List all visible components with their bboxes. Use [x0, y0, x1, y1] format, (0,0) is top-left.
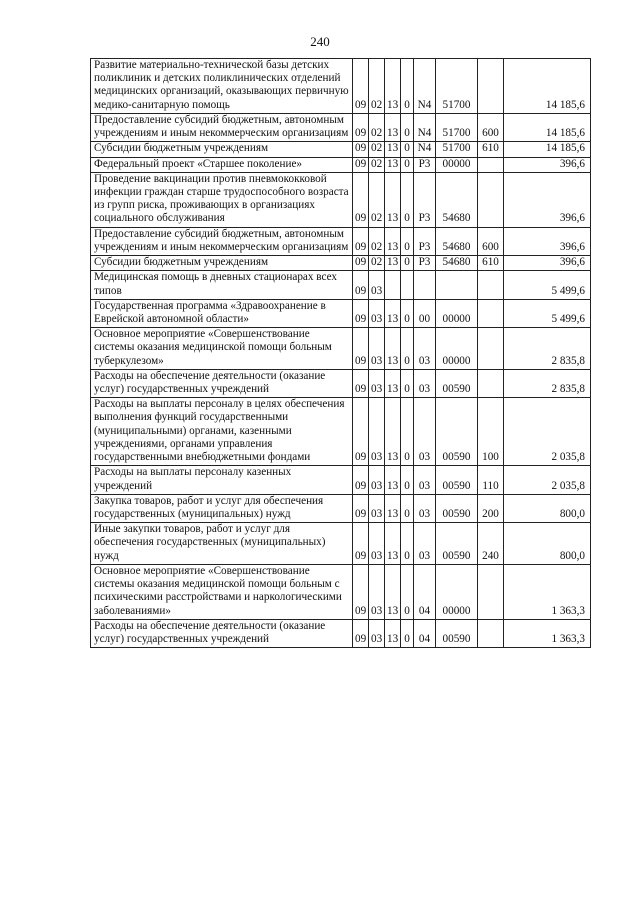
subprogram-code: 0	[401, 398, 414, 466]
table-row	[91, 227, 591, 255]
subprogram-code	[401, 271, 414, 299]
amount: 800,0	[504, 494, 591, 522]
subprogram-code: 0	[401, 172, 414, 227]
event-code: P3	[414, 256, 436, 271]
amount: 5 499,6	[504, 299, 591, 327]
row-name: Основное мероприятие «Совершенствование системы оказания медицинской помощи больным туберкулезом»	[91, 328, 353, 370]
program-code: 13	[385, 564, 401, 619]
program-code: 13	[385, 299, 401, 327]
row-name: Субсидии бюджетным учреждениям	[91, 256, 353, 271]
subprogram-code: 0	[401, 523, 414, 565]
row-name: Проведение вакцинации против пневмококковой инфекции граждан старше трудоспособного возраста из групп риска, проживающих в организациях социального обслуживания	[91, 172, 353, 227]
direction-code: 00000	[436, 299, 478, 327]
table-row	[91, 299, 591, 327]
table-row	[91, 564, 591, 619]
program-code: 13	[385, 227, 401, 255]
event-code: P3	[414, 227, 436, 255]
expense-type-code	[478, 299, 504, 327]
section-code: 09	[353, 328, 369, 370]
event-code: P3	[414, 172, 436, 227]
section-code: 09	[353, 494, 369, 522]
expense-type-code: 610	[478, 256, 504, 271]
row-name: Федеральный проект «Старшее поколение»	[91, 157, 353, 172]
expense-type-code: 600	[478, 227, 504, 255]
event-code: N4	[414, 142, 436, 157]
subsection-code: 02	[369, 59, 385, 114]
section-code: 09	[353, 369, 369, 397]
event-code: 03	[414, 398, 436, 466]
section-code: 09	[353, 113, 369, 141]
program-code: 13	[385, 328, 401, 370]
row-name: Расходы на выплаты персоналу в целях обеспечения выполнения функций государственными (муниципальными) органами, казенными учреждениями, органами управления государственными внебюджетными фондами	[91, 398, 353, 466]
subsection-code: 03	[369, 271, 385, 299]
expense-type-code: 600	[478, 113, 504, 141]
amount: 396,6	[504, 172, 591, 227]
expense-type-code: 240	[478, 523, 504, 565]
subsection-code: 03	[369, 523, 385, 565]
subprogram-code: 0	[401, 142, 414, 157]
section-code: 09	[353, 227, 369, 255]
event-code: 00	[414, 299, 436, 327]
table-row	[91, 172, 591, 227]
row-name: Предоставление субсидий бюджетным, автономным учреждениям и иным некоммерческим организациям	[91, 113, 353, 141]
section-code: 09	[353, 142, 369, 157]
expense-type-code: 110	[478, 466, 504, 494]
amount: 5 499,6	[504, 271, 591, 299]
subsection-code: 03	[369, 619, 385, 647]
amount: 1 363,3	[504, 564, 591, 619]
direction-code: 00000	[436, 328, 478, 370]
subprogram-code: 0	[401, 564, 414, 619]
amount: 1 363,3	[504, 619, 591, 647]
budget-table-body	[91, 59, 591, 648]
row-name: Расходы на обеспечение деятельности (оказание услуг) государственных учреждений	[91, 369, 353, 397]
amount: 2 835,8	[504, 328, 591, 370]
table-row	[91, 369, 591, 397]
direction-code: 51700	[436, 142, 478, 157]
section-code: 09	[353, 157, 369, 172]
subprogram-code: 0	[401, 113, 414, 141]
amount: 2 035,8	[504, 398, 591, 466]
table-row	[91, 142, 591, 157]
amount: 396,6	[504, 256, 591, 271]
section-code: 09	[353, 466, 369, 494]
table-row	[91, 328, 591, 370]
expense-type-code: 200	[478, 494, 504, 522]
event-code: P3	[414, 157, 436, 172]
event-code: N4	[414, 59, 436, 114]
program-code: 13	[385, 466, 401, 494]
event-code: 04	[414, 564, 436, 619]
event-code: 03	[414, 523, 436, 565]
direction-code: 51700	[436, 59, 478, 114]
program-code: 13	[385, 494, 401, 522]
row-name: Государственная программа «Здравоохранение в Еврейской автономной области»	[91, 299, 353, 327]
direction-code: 00000	[436, 564, 478, 619]
section-code: 09	[353, 256, 369, 271]
expense-type-code	[478, 157, 504, 172]
direction-code: 00590	[436, 523, 478, 565]
expense-type-code: 610	[478, 142, 504, 157]
row-name: Субсидии бюджетным учреждениям	[91, 142, 353, 157]
table-row	[91, 157, 591, 172]
expense-type-code	[478, 328, 504, 370]
subsection-code: 02	[369, 172, 385, 227]
direction-code	[436, 271, 478, 299]
section-code: 09	[353, 59, 369, 114]
subprogram-code: 0	[401, 494, 414, 522]
expense-type-code	[478, 271, 504, 299]
section-code: 09	[353, 523, 369, 565]
table-row	[91, 256, 591, 271]
budget-table	[90, 58, 591, 648]
section-code: 09	[353, 398, 369, 466]
expense-type-code	[478, 619, 504, 647]
subprogram-code: 0	[401, 227, 414, 255]
subsection-code: 03	[369, 328, 385, 370]
direction-code: 00590	[436, 398, 478, 466]
row-name: Медицинская помощь в дневных стационарах всех типов	[91, 271, 353, 299]
expense-type-code	[478, 564, 504, 619]
amount: 14 185,6	[504, 59, 591, 114]
table-row	[91, 619, 591, 647]
subsection-code: 03	[369, 564, 385, 619]
event-code: 03	[414, 328, 436, 370]
direction-code: 00590	[436, 369, 478, 397]
amount: 396,6	[504, 157, 591, 172]
subsection-code: 03	[369, 398, 385, 466]
direction-code: 00590	[436, 619, 478, 647]
program-code: 13	[385, 59, 401, 114]
section-code: 09	[353, 271, 369, 299]
table-row	[91, 523, 591, 565]
amount: 800,0	[504, 523, 591, 565]
subsection-code: 02	[369, 113, 385, 141]
amount: 2 035,8	[504, 466, 591, 494]
subprogram-code: 0	[401, 619, 414, 647]
event-code: 03	[414, 369, 436, 397]
subprogram-code: 0	[401, 256, 414, 271]
subprogram-code: 0	[401, 369, 414, 397]
program-code: 13	[385, 172, 401, 227]
direction-code: 00000	[436, 157, 478, 172]
direction-code: 54680	[436, 227, 478, 255]
row-name: Расходы на обеспечение деятельности (оказание услуг) государственных учреждений	[91, 619, 353, 647]
direction-code: 54680	[436, 172, 478, 227]
event-code	[414, 271, 436, 299]
expense-type-code	[478, 369, 504, 397]
table-row	[91, 113, 591, 141]
direction-code: 54680	[436, 256, 478, 271]
section-code: 09	[353, 299, 369, 327]
row-name: Развитие материально-технической базы детских поликлиник и детских поликлинических отделений медицинских организаций, оказывающих первичную медико-санитарную помощь	[91, 59, 353, 114]
direction-code: 00590	[436, 466, 478, 494]
subprogram-code: 0	[401, 157, 414, 172]
event-code: 03	[414, 466, 436, 494]
subsection-code: 02	[369, 227, 385, 255]
direction-code: 51700	[436, 113, 478, 141]
amount: 396,6	[504, 227, 591, 255]
subprogram-code: 0	[401, 328, 414, 370]
event-code: 04	[414, 619, 436, 647]
row-name: Расходы на выплаты персоналу казенных учреждений	[91, 466, 353, 494]
program-code: 13	[385, 398, 401, 466]
row-name: Иные закупки товаров, работ и услуг для обеспечения государственных (муниципальных) нужд	[91, 523, 353, 565]
amount: 14 185,6	[504, 142, 591, 157]
row-name: Предоставление субсидий бюджетным, автономным учреждениям и иным некоммерческим организациям	[91, 227, 353, 255]
section-code: 09	[353, 172, 369, 227]
expense-type-code: 100	[478, 398, 504, 466]
program-code: 13	[385, 523, 401, 565]
subprogram-code: 0	[401, 299, 414, 327]
subsection-code: 02	[369, 256, 385, 271]
page-number: 240	[310, 34, 330, 49]
subprogram-code: 0	[401, 59, 414, 114]
program-code: 13	[385, 113, 401, 141]
program-code: 13	[385, 256, 401, 271]
program-code: 13	[385, 142, 401, 157]
section-code: 09	[353, 564, 369, 619]
program-code: 13	[385, 369, 401, 397]
program-code: 13	[385, 619, 401, 647]
table-row	[91, 59, 591, 114]
subsection-code: 03	[369, 299, 385, 327]
expense-type-code	[478, 172, 504, 227]
subsection-code: 03	[369, 369, 385, 397]
subprogram-code: 0	[401, 466, 414, 494]
amount: 2 835,8	[504, 369, 591, 397]
subsection-code: 02	[369, 142, 385, 157]
direction-code: 00590	[436, 494, 478, 522]
program-code: 13	[385, 157, 401, 172]
amount: 14 185,6	[504, 113, 591, 141]
table-row	[91, 398, 591, 466]
subsection-code: 03	[369, 494, 385, 522]
expense-type-code	[478, 59, 504, 114]
subsection-code: 02	[369, 157, 385, 172]
table-row	[91, 271, 591, 299]
subsection-code: 03	[369, 466, 385, 494]
event-code: N4	[414, 113, 436, 141]
event-code: 03	[414, 494, 436, 522]
program-code	[385, 271, 401, 299]
table-row	[91, 494, 591, 522]
row-name: Закупка товаров, работ и услуг для обеспечения государственных (муниципальных) нужд	[91, 494, 353, 522]
table-row	[91, 466, 591, 494]
row-name: Основное мероприятие «Совершенствование системы оказания медицинской помощи больным с психическими расстройствами и наркологическими заболеваниями»	[91, 564, 353, 619]
section-code: 09	[353, 619, 369, 647]
